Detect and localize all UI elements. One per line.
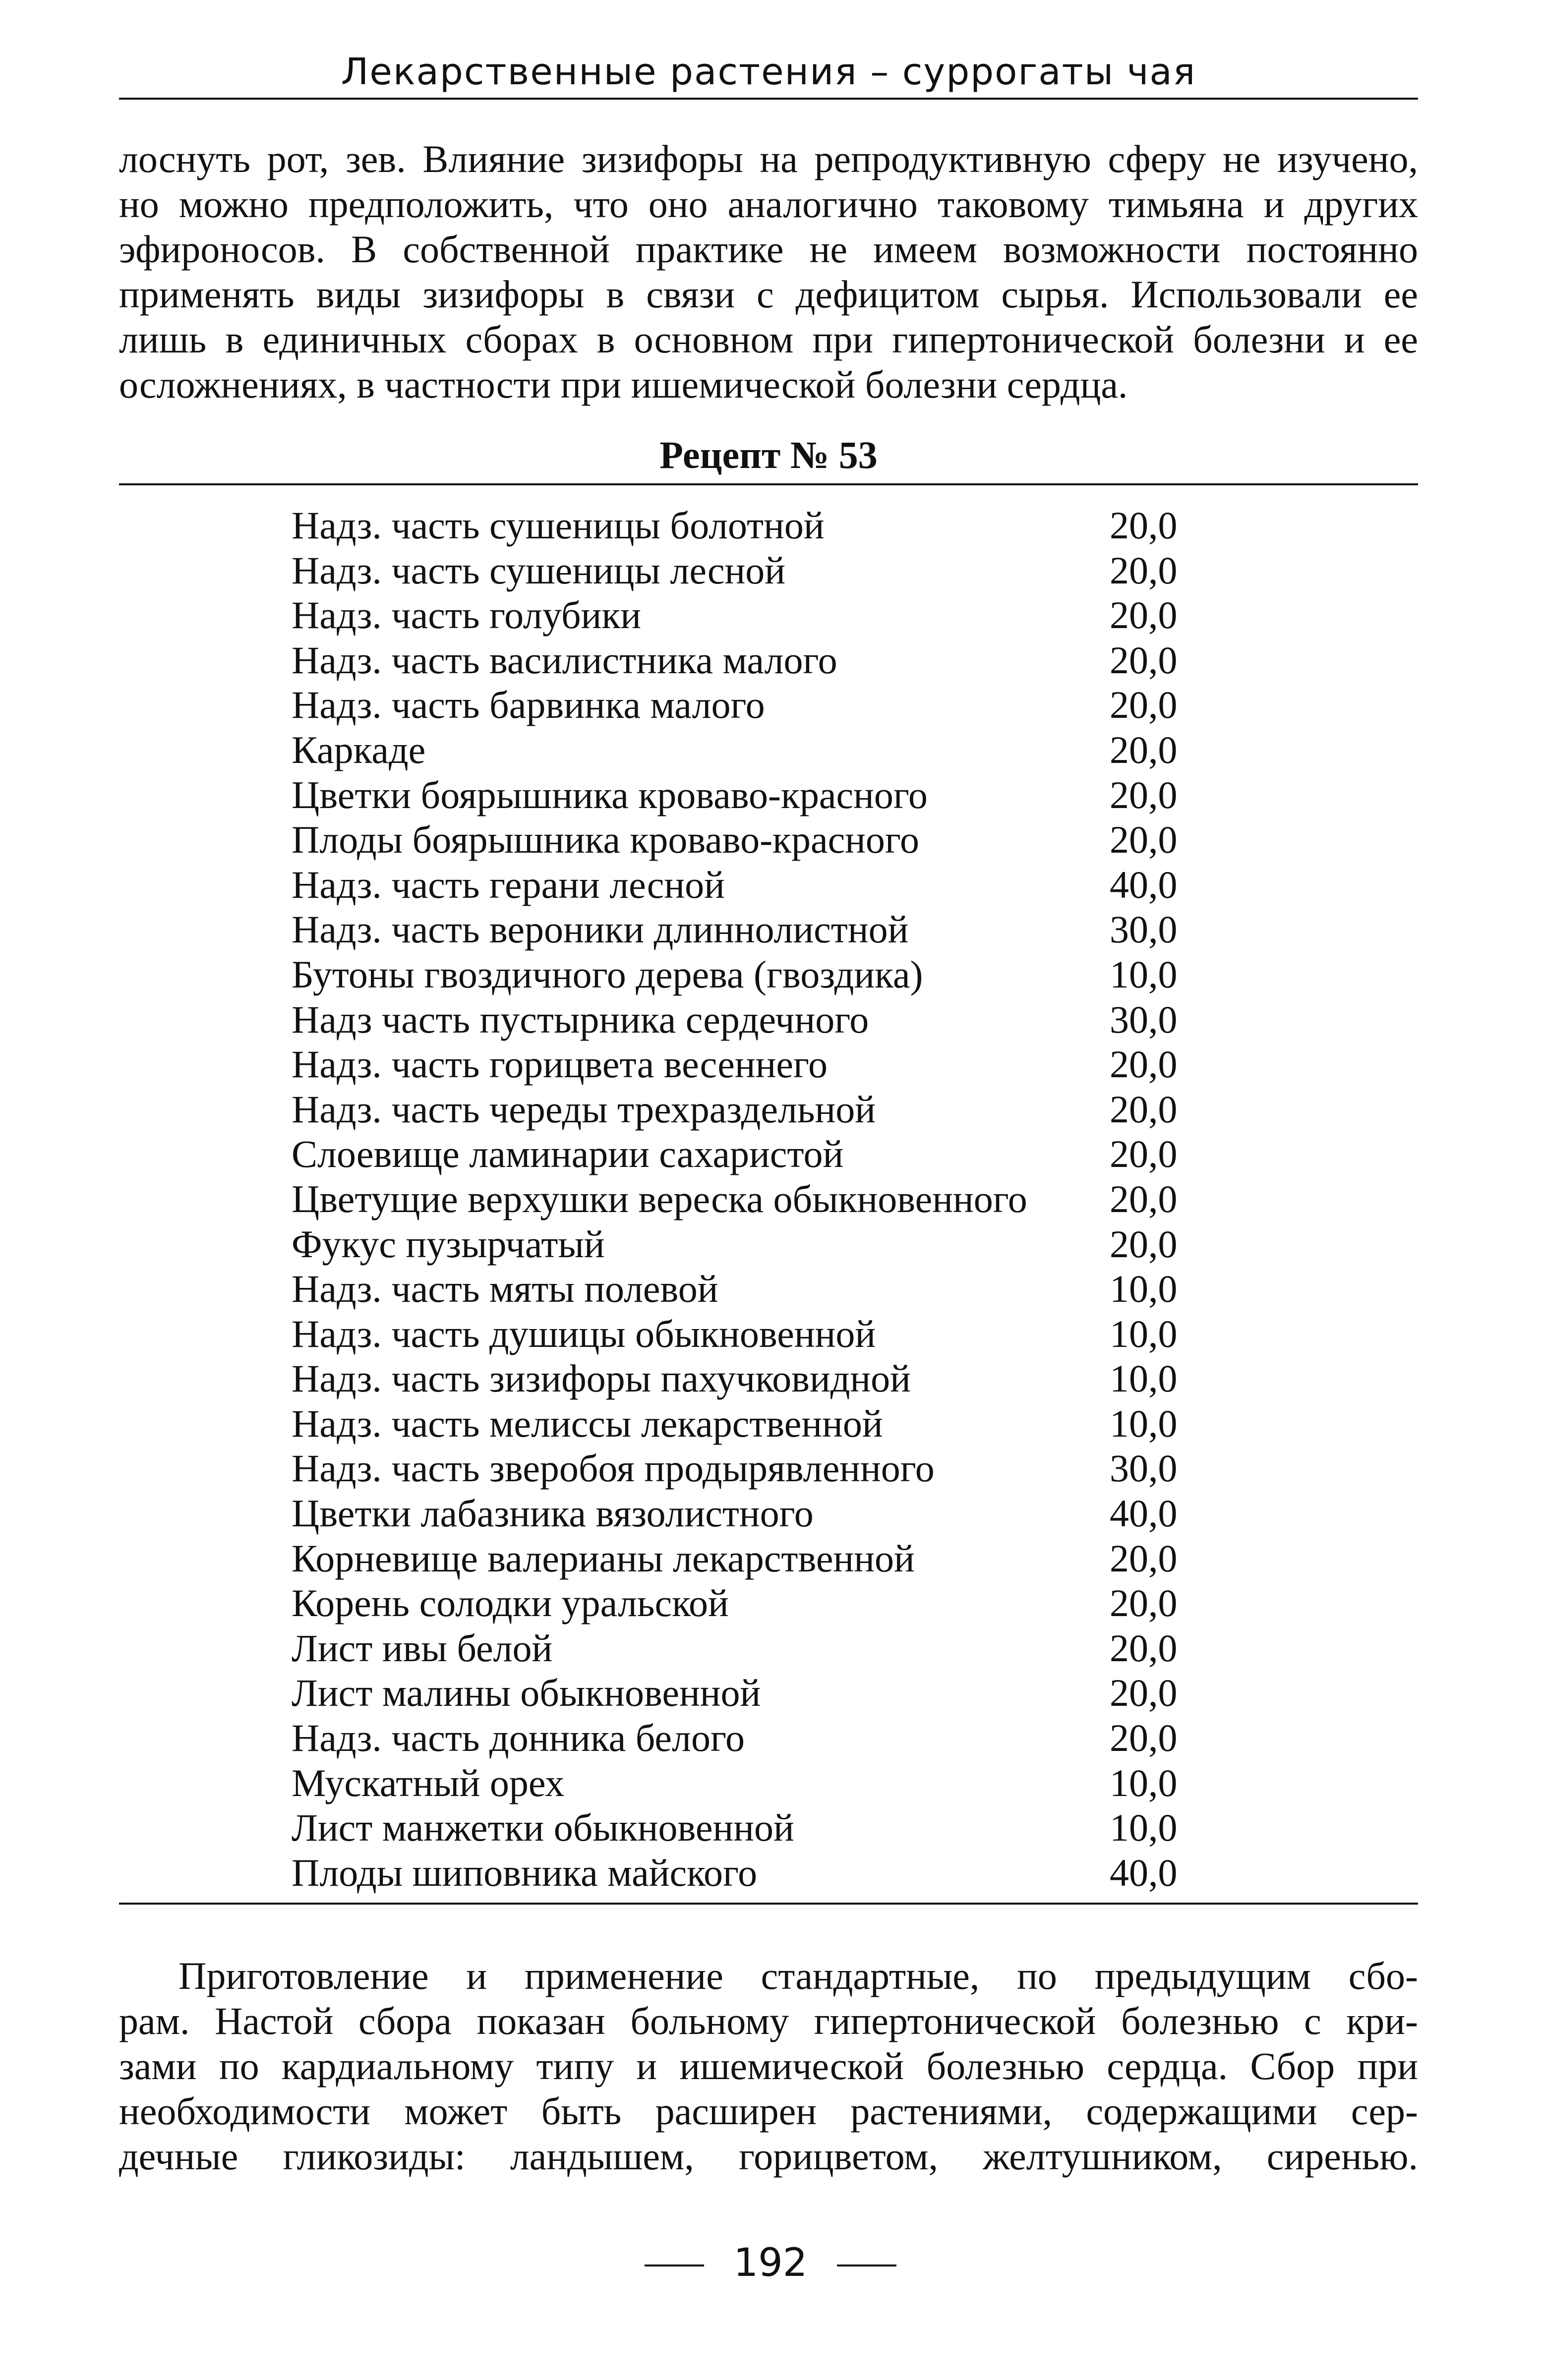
ingredient-name: Надз. часть голубики <box>292 593 642 637</box>
ingredient-row <box>292 1132 1199 1177</box>
ingredient-name: Мускатный орех <box>292 1761 565 1804</box>
running-head-rule <box>119 98 1418 100</box>
ingredient-name: Надз. часть душицы обыкновенной <box>292 1312 876 1355</box>
ingredient-amount: 20,0 <box>1110 593 1178 637</box>
ingredient-name: Плоды боярышника кроваво-красного <box>292 818 919 862</box>
recipe-bottom-rule <box>119 1903 1418 1905</box>
ingredient-amount: 20,0 <box>1110 1716 1178 1760</box>
ingredient-row <box>292 548 1199 593</box>
ingredient-row <box>292 952 1199 997</box>
intro-line: лоснуть рот, зев. Влияние зизифоры на репродуктивную сферу не изучено, <box>119 137 1418 180</box>
ingredient-amount: 10,0 <box>1110 1401 1178 1445</box>
ingredient-amount: 20,0 <box>1110 1222 1178 1266</box>
ingredient-name: Надз. часть донника белого <box>292 1716 745 1760</box>
ingredient-amount: 20,0 <box>1110 1043 1178 1086</box>
outro-line: дечные гликозиды: ландышем, горицветом, желтушником, сиренью. <box>119 2135 1418 2178</box>
outro-line: рам. Настой сбора показан больному гипертонической болезнью с кри- <box>119 1999 1418 2042</box>
ingredient-amount: 30,0 <box>1110 997 1178 1041</box>
ingredient-row <box>292 817 1199 863</box>
ingredient-row <box>292 1267 1199 1312</box>
ingredient-row <box>292 1536 1199 1581</box>
preparation-paragraph <box>119 1953 1418 2179</box>
ingredient-name: Цветущие верхушки вереска обыкновенного <box>292 1177 1027 1220</box>
intro-line: осложнениях, в частности при ишемической болезни сердца. <box>119 363 1128 406</box>
ingredient-amount: 40,0 <box>1110 863 1178 906</box>
ingredient-name: Надз. часть горицвета весеннего <box>292 1043 828 1086</box>
ingredient-amount: 20,0 <box>1110 1671 1178 1715</box>
ingredient-row <box>292 1761 1199 1806</box>
intro-line: лишь в единичных сборах в основном при гипертонической болезни и ее <box>119 318 1418 361</box>
ingredient-amount: 20,0 <box>1110 1626 1178 1670</box>
ingredient-amount: 40,0 <box>1110 1492 1178 1535</box>
ingredient-name: Корневище валерианы лекарственной <box>292 1536 915 1580</box>
running-head: Лекарственные растения – суррогаты чая <box>341 51 1196 93</box>
ingredient-amount: 20,0 <box>1110 638 1178 682</box>
ingredient-amount: 20,0 <box>1110 1132 1178 1176</box>
page-number: 192 <box>733 2241 808 2285</box>
ingredient-name: Надз. часть герани лесной <box>292 863 725 906</box>
ingredient-row <box>292 503 1199 548</box>
ingredient-name: Цветки боярышника кроваво-красного <box>292 773 928 816</box>
ingredient-row <box>292 683 1199 728</box>
outro-line: зами по кардиальному типу и ишемической болезнью сердца. Сбор при <box>119 2044 1418 2088</box>
ingredient-row <box>292 907 1199 952</box>
ingredient-name: Надз. часть мяты полевой <box>292 1267 718 1311</box>
ingredient-name: Каркаде <box>292 728 426 771</box>
ingredient-name: Лист малины обыкновенной <box>292 1671 761 1715</box>
ingredient-amount: 20,0 <box>1110 683 1178 727</box>
ingredient-row <box>292 638 1199 683</box>
ingredient-row <box>292 997 1199 1043</box>
ingredient-name: Надз. часть сушеницы болотной <box>292 504 825 547</box>
ingredient-row <box>292 1851 1199 1896</box>
ingredient-name: Бутоны гвоздичного дерева (гвоздика) <box>292 952 923 996</box>
ingredient-row <box>292 1177 1199 1222</box>
ingredient-row <box>292 1491 1199 1536</box>
ingredient-name: Цветки лабазника вязолистного <box>292 1492 814 1535</box>
ingredient-amount: 10,0 <box>1110 1312 1178 1355</box>
ingredient-name: Плоды шиповника майского <box>292 1851 758 1894</box>
ingredient-amount: 20,0 <box>1110 1581 1178 1625</box>
ingredient-amount: 40,0 <box>1110 1851 1178 1894</box>
ingredient-row <box>292 773 1199 818</box>
ingredient-row <box>292 593 1199 638</box>
ingredient-list <box>292 503 1199 1895</box>
ingredient-amount: 10,0 <box>1110 1267 1178 1311</box>
recipe-title: Рецепт № 53 <box>659 433 878 476</box>
ingredient-amount: 20,0 <box>1110 504 1178 547</box>
ingredient-amount: 20,0 <box>1110 548 1178 592</box>
intro-paragraph <box>119 136 1418 407</box>
ingredient-name: Надз. часть вероники длиннолистной <box>292 908 909 951</box>
ingredient-amount: 10,0 <box>1110 1357 1178 1400</box>
folio-dash-right <box>837 2264 896 2266</box>
ingredient-name: Лист ивы белой <box>292 1626 553 1670</box>
intro-line: но можно предположить, что оно аналогично таковому тимьяна и других <box>119 182 1418 226</box>
ingredient-name: Надз. часть зизифоры пахучковидной <box>292 1357 911 1400</box>
ingredient-name: Надз часть пустырника сердечного <box>292 997 869 1041</box>
ingredient-name: Корень солодки уральской <box>292 1581 729 1625</box>
ingredient-row <box>292 1401 1199 1447</box>
ingredient-amount: 10,0 <box>1110 1761 1178 1804</box>
ingredient-row <box>292 1087 1199 1132</box>
ingredient-row <box>292 1716 1199 1761</box>
ingredient-name: Надз. часть василистника малого <box>292 638 837 682</box>
ingredient-name: Надз. часть барвинка малого <box>292 683 765 727</box>
ingredient-row <box>292 1356 1199 1401</box>
ingredient-row <box>292 1042 1199 1087</box>
ingredient-name: Надз. часть череды трехраздельной <box>292 1087 876 1131</box>
ingredient-row <box>292 1805 1199 1851</box>
ingredient-amount: 30,0 <box>1110 1447 1178 1490</box>
ingredient-row <box>292 1222 1199 1267</box>
ingredient-name: Фукус пузырчатый <box>292 1222 605 1266</box>
ingredient-amount: 20,0 <box>1110 1087 1178 1131</box>
ingredient-name: Надз. часть сушеницы лесной <box>292 548 786 592</box>
ingredient-amount: 20,0 <box>1110 1536 1178 1580</box>
ingredient-amount: 20,0 <box>1110 773 1178 816</box>
outro-line: Приготовление и применение стандартные, по предыдущим сбо- <box>178 1954 1418 1997</box>
ingredient-row <box>292 1446 1199 1491</box>
ingredient-amount: 20,0 <box>1110 1177 1178 1220</box>
ingredient-name: Лист манжетки обыкновенной <box>292 1806 794 1850</box>
ingredient-row <box>292 728 1199 773</box>
folio-dash-left <box>645 2264 704 2266</box>
intro-line: применять виды зизифоры в связи с дефицитом сырья. Использовали ее <box>119 273 1418 316</box>
ingredient-amount: 20,0 <box>1110 818 1178 862</box>
page-folio <box>0 2238 1541 2288</box>
ingredient-row <box>292 1312 1199 1357</box>
outro-line: необходимости может быть расширен растениями, содержащими сер- <box>119 2090 1418 2133</box>
ingredient-row <box>292 863 1199 908</box>
ingredient-amount: 10,0 <box>1110 952 1178 996</box>
ingredient-amount: 20,0 <box>1110 728 1178 771</box>
recipe-top-rule <box>119 483 1418 485</box>
ingredient-row <box>292 1671 1199 1716</box>
ingredient-amount: 10,0 <box>1110 1806 1178 1850</box>
intro-line: эфироносов. В собственной практике не имеем возможности постоянно <box>119 228 1418 271</box>
ingredient-amount: 30,0 <box>1110 908 1178 951</box>
ingredient-row <box>292 1581 1199 1626</box>
ingredient-name: Надз. часть зверобоя продырявленного <box>292 1447 935 1490</box>
ingredient-name: Слоевище ламинарии сахаристой <box>292 1132 844 1176</box>
ingredient-name: Надз. часть мелиссы лекарственной <box>292 1401 883 1445</box>
ingredient-row <box>292 1626 1199 1671</box>
